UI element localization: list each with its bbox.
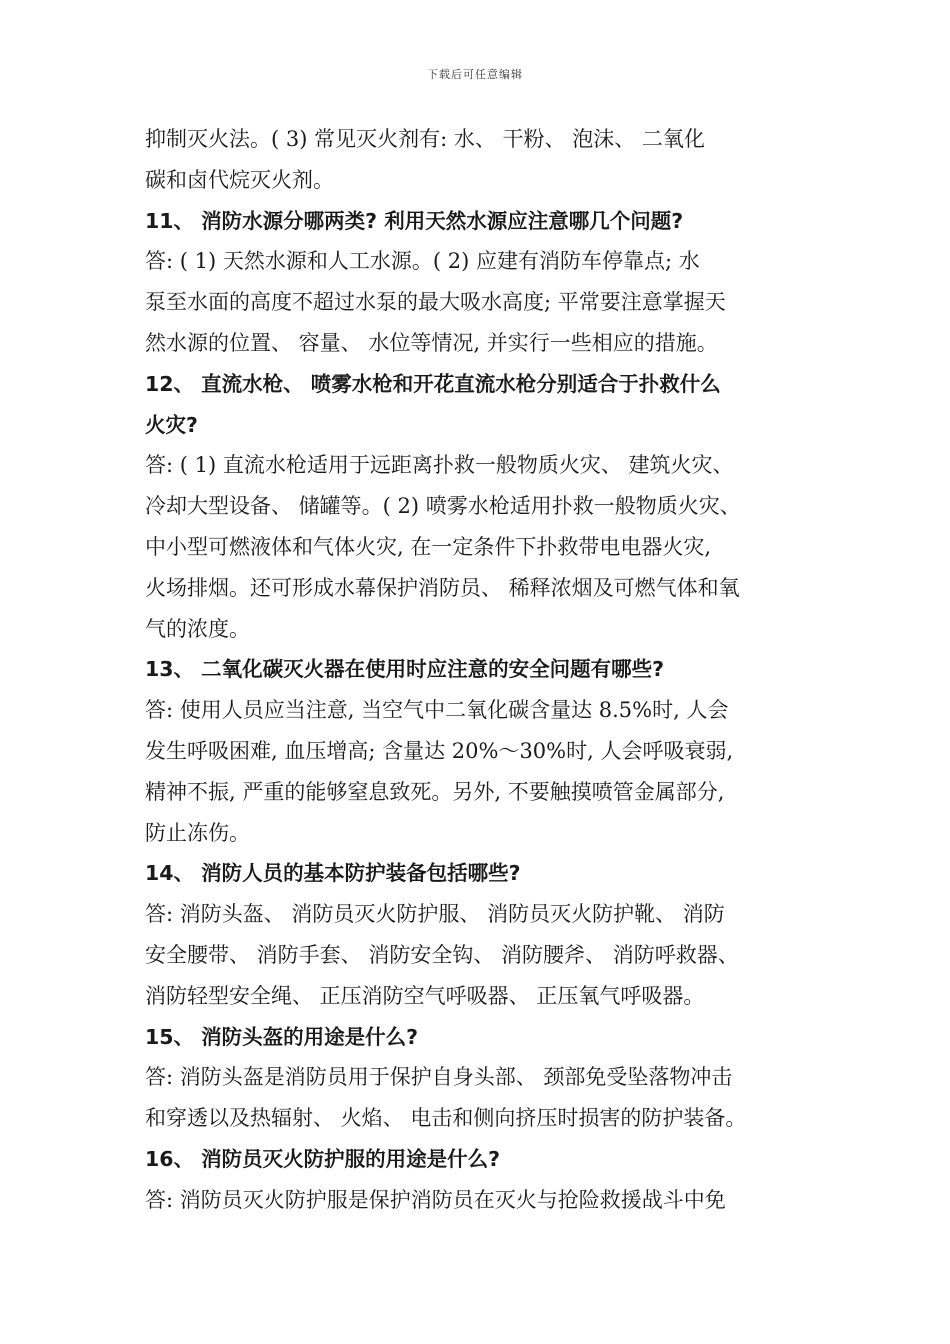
answer-line: 气的浓度。: [145, 616, 250, 641]
answer-line: 中小型可燃液体和气体火灾, 在一定条件下扑救带电电器火灾,: [145, 534, 712, 559]
question-heading: 火灾?: [145, 412, 198, 437]
answer-line: 答: ( 1) 天然水源和人工水源。( 2) 应建有消防车停靠点; 水: [145, 249, 700, 274]
answer-line: 和穿透以及热辐射、 火焰、 电击和侧向挤压时损害的防护装备。: [145, 1106, 747, 1131]
answer-line: 精神不振, 严重的能够窒息致死。另外, 不要触摸喷管金属部分,: [145, 779, 725, 804]
question-heading: 12、 直流水枪、 喷雾水枪和开花直流水枪分别适合于扑救什么: [145, 371, 721, 396]
text-line: 碳和卤代烷灭火剂。: [145, 167, 334, 192]
answer-line: 安全腰带、 消防手套、 消防安全钩、 消防腰斧、 消防呼救器、: [145, 942, 739, 967]
question-heading: 11、 消防水源分哪两类? 利用天然水源应注意哪几个问题?: [145, 208, 684, 233]
answer-line: 答: 消防头盔是消防员用于保护自身头部、 颈部免受坠落物冲击: [145, 1065, 733, 1090]
answer-line: 火场排烟。还可形成水幕保护消防员、 稀释浓烟及可燃气体和氧: [145, 575, 740, 600]
answer-line: 冷却大型设备、 储罐等。( 2) 喷雾水枪适用扑救一般物质火灾、: [145, 494, 741, 519]
answer-line: 答: 消防员灭火防护服是保护消防员在灭火与抢险救援战斗中免: [145, 1187, 726, 1212]
question-heading: 13、 二氧化碳灭火器在使用时应注意的安全问题有哪些?: [145, 657, 665, 682]
answer-line: 消防轻型安全绳、 正压消防空气呼吸器、 正压氧气呼吸器。: [145, 983, 705, 1008]
answer-line: 防止冻伤。: [145, 820, 250, 845]
answer-line: 发生呼吸困难, 血压增高; 含量达 20%～30%时, 人会呼吸衰弱,: [145, 738, 734, 763]
text-line: 抑制灭火法。( 3) 常见灭火剂有: 水、 干粉、 泡沫、 二氧化: [145, 127, 705, 151]
document-body: [145, 119, 825, 1221]
answer-line: 然水源的位置、 容量、 水位等情况, 并实行一些相应的措施。: [145, 330, 718, 355]
answer-line: 答: 消防头盔、 消防员灭火防护服、 消防员灭火防护靴、 消防: [145, 902, 725, 927]
question-heading: 14、 消防人员的基本防护装备包括哪些?: [145, 861, 521, 886]
page-header: 下载后可任意编辑: [427, 68, 523, 81]
question-heading: 16、 消防员灭火防护服的用途是什么?: [145, 1146, 501, 1171]
answer-line: 泵至水面的高度不超过水泵的最大吸水高度; 平常要注意掌握天: [145, 290, 726, 315]
answer-line: 答: ( 1) 直流水枪适用于远距离扑救一般物质火灾、 建筑火灾、: [145, 453, 734, 478]
answer-line: 答: 使用人员应当注意, 当空气中二氧化碳含量达 8.5%时, 人会: [145, 698, 729, 723]
question-heading: 15、 消防头盔的用途是什么?: [145, 1024, 419, 1049]
